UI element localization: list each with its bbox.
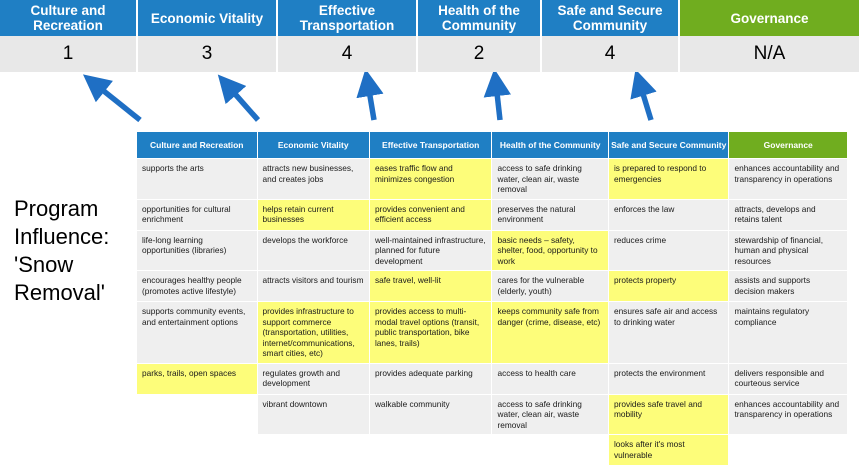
matrix-cell-r0-c1: attracts new businesses, and creates jobs xyxy=(257,159,369,200)
matrix-cell-r5-c3: access to health care xyxy=(492,363,608,394)
matrix-cell-r7-c4: looks after it's most vulnerable xyxy=(608,435,729,466)
matrix-cell-r0-c5: enhances accountability and transparency in operations xyxy=(729,159,848,200)
scorecard-score-3: 2 xyxy=(418,36,542,72)
matrix-cell-r1-c0: opportunities for cultural enrichment xyxy=(137,199,258,230)
matrix-cell-r4-c5: maintains regulatory compliance xyxy=(729,302,848,364)
matrix-cell-r5-c2: provides adequate parking xyxy=(369,363,492,394)
arrow-safe-secure-community xyxy=(640,84,651,120)
scorecard-score-5: N/A xyxy=(680,36,859,72)
matrix-header-3: Health of the Community xyxy=(492,132,608,159)
matrix-cell-r3-c5: assists and supports decision makers xyxy=(729,271,848,302)
matrix-cell-r1-c4: enforces the law xyxy=(608,199,729,230)
matrix-header-5: Governance xyxy=(729,132,848,159)
matrix-row xyxy=(137,199,848,230)
matrix-cell-r1-c3: preserves the natural environment xyxy=(492,199,608,230)
matrix-cell-r5-c4: protects the environment xyxy=(608,363,729,394)
matrix-cell-r6-c0 xyxy=(137,394,258,435)
matrix-header-2: Effective Transportation xyxy=(369,132,492,159)
matrix-cell-r3-c3: cares for the vulnerable (elderly, youth) xyxy=(492,271,608,302)
matrix-cell-r7-c0 xyxy=(137,435,258,466)
arrow-economic-vitality xyxy=(228,86,258,120)
matrix-cell-r2-c4: reduces crime xyxy=(608,230,729,271)
matrix-cell-r7-c3 xyxy=(492,435,608,466)
matrix-header-row xyxy=(137,132,848,159)
matrix-cell-r1-c5: attracts, develops and retains talent xyxy=(729,199,848,230)
matrix-cell-r7-c2 xyxy=(369,435,492,466)
matrix-cell-r5-c1: regulates growth and development xyxy=(257,363,369,394)
matrix-cell-r3-c4: protects property xyxy=(608,271,729,302)
matrix-cell-r4-c2: provides access to multi-modal travel options (transit, public transportation, bike lanes, trails) xyxy=(369,302,492,364)
matrix-header-1: Economic Vitality xyxy=(257,132,369,159)
matrix-cell-r0-c0: supports the arts xyxy=(137,159,258,200)
scorecard-score-0: 1 xyxy=(0,36,138,72)
matrix-cell-r4-c4: ensures safe air and access to drinking water xyxy=(608,302,729,364)
matrix-cell-r5-c0: parks, trails, open spaces xyxy=(137,363,258,394)
scorecard-header-1: Economic Vitality xyxy=(138,0,278,36)
program-influence-matrix xyxy=(136,131,848,466)
matrix-cell-r7-c1 xyxy=(257,435,369,466)
matrix-cell-r6-c1: vibrant downtown xyxy=(257,394,369,435)
matrix-cell-r5-c5: delivers responsible and courteous service xyxy=(729,363,848,394)
matrix-header-4: Safe and Secure Community xyxy=(608,132,729,159)
program-influence-caption: Program Influence: 'Snow Removal' xyxy=(14,196,110,305)
matrix-header-0: Culture and Recreation xyxy=(137,132,258,159)
matrix-cell-r2-c0: life-long learning opportunities (libraries) xyxy=(137,230,258,271)
matrix-cell-r3-c1: attracts visitors and tourism xyxy=(257,271,369,302)
scorecard-score-4: 4 xyxy=(542,36,680,72)
matrix-cell-r6-c2: walkable community xyxy=(369,394,492,435)
matrix-cell-r0-c4: is prepared to respond to emergencies xyxy=(608,159,729,200)
scorecard-score-band xyxy=(0,36,859,72)
scorecard-score-1: 3 xyxy=(138,36,278,72)
matrix-cell-r2-c2: well-maintained infrastructure, planned for future development xyxy=(369,230,492,271)
arrow-culture-recreation xyxy=(95,84,140,120)
matrix-cell-r6-c4: provides safe travel and mobility xyxy=(608,394,729,435)
arrow-health-community xyxy=(496,84,500,120)
matrix-cell-r1-c1: helps retain current businesses xyxy=(257,199,369,230)
matrix-cell-r3-c2: safe travel, well-lit xyxy=(369,271,492,302)
matrix-cell-r6-c3: access to safe drinking water, clean air, waste removal xyxy=(492,394,608,435)
matrix-row xyxy=(137,159,848,200)
scorecard-header-4: Safe and Secure Community xyxy=(542,0,680,36)
matrix-cell-r3-c0: encourages healthy people (promotes active lifestyle) xyxy=(137,271,258,302)
scorecard-header-0: Culture and Recreation xyxy=(0,0,138,36)
matrix-row xyxy=(137,435,848,466)
arrow-group xyxy=(0,72,859,132)
scorecard-header-band xyxy=(0,0,859,36)
scorecard-header-5: Governance xyxy=(680,0,859,36)
matrix-cell-r2-c5: stewardship of financial, human and physical resources xyxy=(729,230,848,271)
matrix-cell-r4-c0: supports community events, and entertainment options xyxy=(137,302,258,364)
matrix-row xyxy=(137,302,848,364)
scorecard-header-3: Health of the Community xyxy=(418,0,542,36)
matrix-cell-r2-c1: develops the workforce xyxy=(257,230,369,271)
matrix-cell-r2-c3: basic needs – safety, shelter, food, opportunity to work xyxy=(492,230,608,271)
scorecard-header-2: Effective Transportation xyxy=(278,0,418,36)
arrow-effective-transportation xyxy=(368,84,374,120)
matrix-cell-r4-c1: provides infrastructure to support commerce (transportation, utilities, internet/communications, smart cities, etc) xyxy=(257,302,369,364)
matrix-row xyxy=(137,230,848,271)
scorecard-score-2: 4 xyxy=(278,36,418,72)
matrix-cell-r4-c3: keeps community safe from danger (crime, disease, etc) xyxy=(492,302,608,364)
matrix-cell-r7-c5 xyxy=(729,435,848,466)
matrix-cell-r0-c3: access to safe drinking water, clean air, waste removal xyxy=(492,159,608,200)
matrix-row xyxy=(137,394,848,435)
matrix-body xyxy=(137,159,848,466)
matrix-row xyxy=(137,363,848,394)
matrix-cell-r6-c5: enhances accountability and transparency in operations xyxy=(729,394,848,435)
matrix-cell-r0-c2: eases traffic flow and minimizes congestion xyxy=(369,159,492,200)
matrix-row xyxy=(137,271,848,302)
matrix-cell-r1-c2: provides convenient and efficient access xyxy=(369,199,492,230)
